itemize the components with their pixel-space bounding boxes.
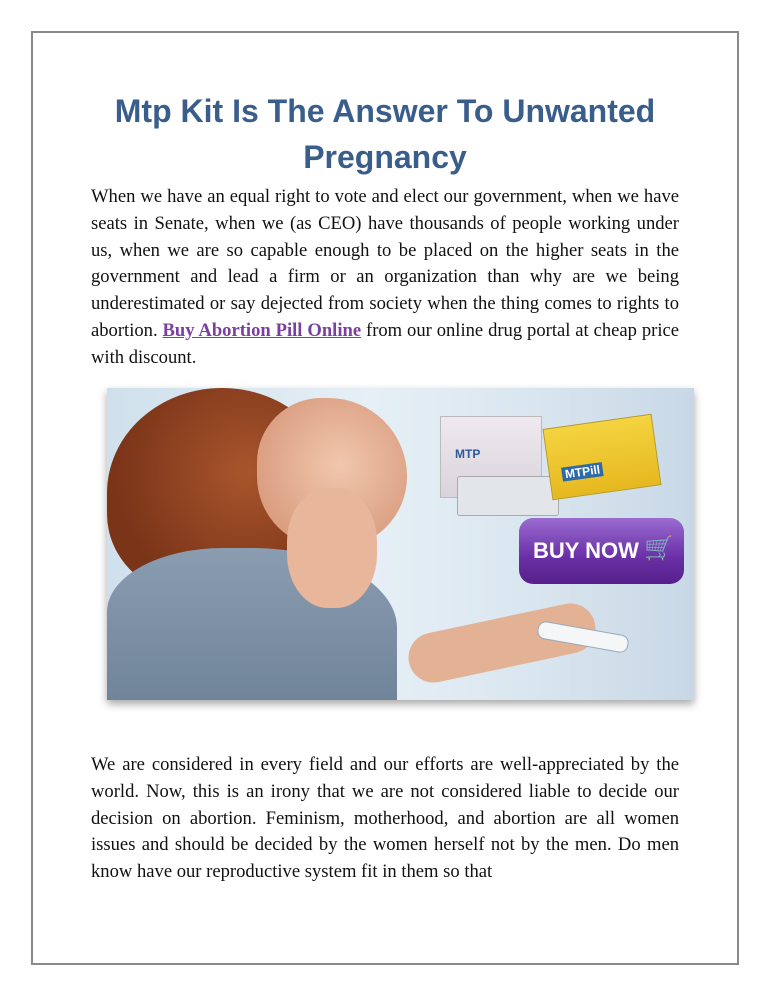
box2-label: MTPill [561,462,604,482]
page-title: Mtp Kit Is The Answer To Unwanted Pregnancy [114,93,656,175]
mtpill-box [543,414,662,501]
paragraph-1-tail: from our online drug portal at cheap price with discount. [91,319,680,368]
buy-now-button[interactable] [519,518,684,584]
intro-section [80,88,690,372]
shopping-cart-icon: 🛒 [644,535,674,562]
paragraph-2: We are considered in every field and our efforts are well-appreciated by the world. Now, this is an irony that we are not considered liable to decide our decision on abortion. Feminism, motherhood, and abortion are all women issues and should be decided by the women herself not by the men. Do men know have our reproductive system fit in them so that [91,754,679,883]
buy-now-label: BUY NOW [533,538,639,563]
paragraph-1-text: When we have an equal right to vote and elect our government, when we have seats in Senate, when we (as CEO) have thousands of people working under us, when we are so capable enough to be placed on the higher seats in the government and lead a firm or an organization than why are we being underestimated or say dejected from society when the thing comes to rights to abortion. [91,186,679,341]
buy-abortion-pill-link[interactable]: Buy Abortion Pill Online [162,319,362,341]
pill-blister [457,476,559,516]
paragraph-1 [91,184,679,372]
article-image [107,388,694,700]
woman-hand [287,488,377,608]
box1-label: MTP [455,447,481,461]
